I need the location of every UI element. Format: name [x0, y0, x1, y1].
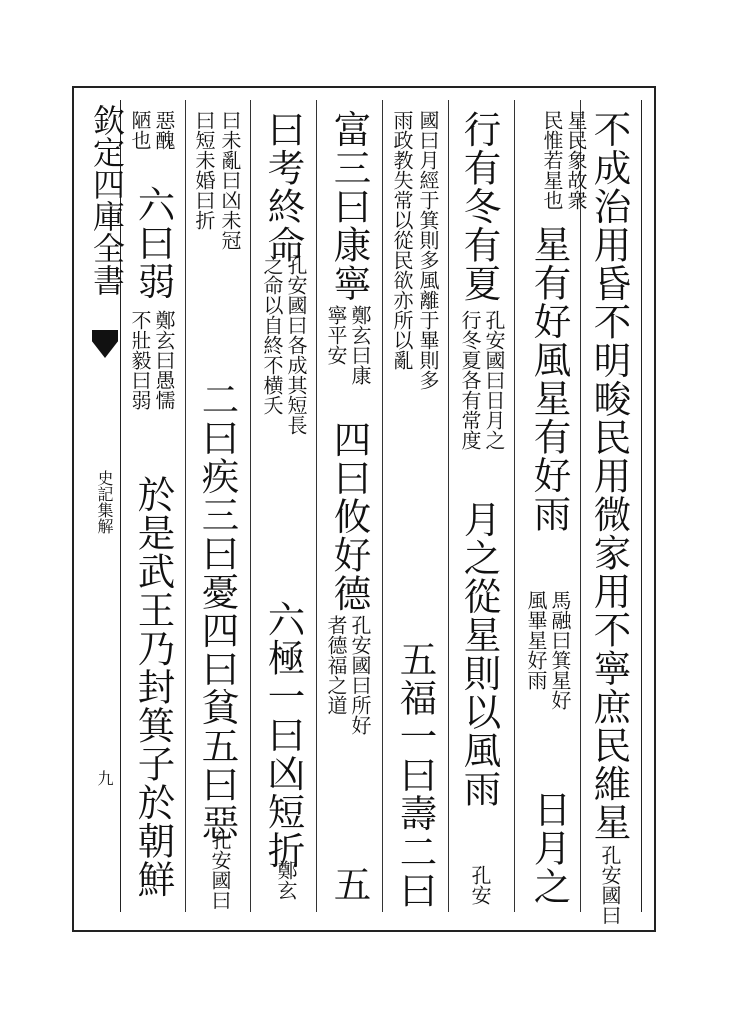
column-5-main2: 四曰攸好德: [327, 420, 372, 613]
column-6-note-line: 之命以自終不横夭: [260, 255, 284, 415]
column-6-note2: 鄭玄: [274, 860, 298, 900]
column-rule: [185, 100, 186, 912]
column-5-note-line: 鄭玄曰康: [348, 305, 372, 385]
page-number: 九: [95, 770, 114, 786]
column-2-note2-line: 風畢星好雨: [524, 590, 548, 690]
column-2-note-line: 民惟若星也: [540, 110, 564, 210]
column-5-main: 富三曰康寧: [327, 110, 372, 303]
column-8-note-line: 惡醜: [152, 110, 176, 150]
column-7-note2: 孔安國曰: [208, 830, 232, 910]
column-7-note-line: 曰未亂曰凶未冠: [218, 110, 242, 250]
column-8-note: [130, 110, 174, 150]
column-5-note2-line: 者德福之道: [324, 615, 348, 715]
column-2-main2: 日月之: [527, 790, 572, 906]
column-8-note2-line: 鄭玄曰愚懦: [152, 310, 176, 410]
column-rule: [448, 100, 449, 912]
column-rule: [316, 100, 317, 912]
column-6-note-line: 孔安國曰各成其短長: [284, 255, 308, 435]
column-rule: [250, 100, 251, 912]
column-8-main: 六曰弱: [131, 185, 176, 301]
column-7-note: [194, 110, 240, 250]
column-4-note-line: 國曰月經于箕則多風離于畢則多: [416, 110, 440, 390]
column-8-main2: 於是武王乃封箕子於朝鮮: [131, 475, 176, 899]
column-1-main: 不成治用昏不明畯民用微家用不寧庶民維星: [587, 110, 632, 842]
column-3-main: 行有冬有夏: [457, 110, 502, 303]
column-rule: [514, 100, 515, 912]
column-8-note2-line: 不壯毅曰弱: [128, 310, 152, 410]
column-rule: [382, 100, 383, 912]
column-2-note2: [526, 590, 570, 710]
column-5-note: [326, 305, 370, 385]
column-4-main: 五福一曰壽二曰: [393, 640, 438, 910]
column-5-note2-line: 孔安國曰所好: [348, 615, 372, 735]
column-4-note: [392, 110, 438, 390]
column-7-main: 二曰疾三曰憂四曰貧五曰惡: [195, 380, 240, 842]
column-3-note: [460, 310, 504, 450]
column-8-note-line: 陋也: [128, 110, 152, 150]
book-title: 欽定四庫全書: [88, 104, 126, 296]
column-7-note-line: 曰短未婚曰折: [192, 110, 216, 230]
column-5-note-line: 寧平安: [324, 305, 348, 365]
column-3-note-line: 孔安國曰日月之: [482, 310, 506, 450]
column-5-main3: 五: [327, 865, 372, 904]
column-6-main: 曰考終命: [261, 110, 306, 264]
column-2-note2-line: 馬融曰箕星好: [548, 590, 572, 710]
column-5-note2: [326, 615, 370, 735]
column-3-main2: 月之從星則以風雨: [457, 500, 502, 808]
column-3-note2: 孔安: [468, 865, 492, 905]
column-6-main2: 六極一曰凶短折: [261, 600, 306, 870]
column-4-note-line: 雨政教失常以從民欲亦所以亂: [390, 110, 414, 370]
column-2-note-line: 星民象故衆: [564, 110, 588, 210]
column-1-note: 孔安國曰: [598, 845, 622, 925]
column-2-main: 星有好風星有好雨: [527, 225, 572, 533]
section-title: 史記集解: [95, 470, 114, 534]
column-6-note: [262, 255, 306, 435]
column-3-note-line: 行冬夏各有常度: [458, 310, 482, 450]
column-8-note2: [130, 310, 174, 410]
